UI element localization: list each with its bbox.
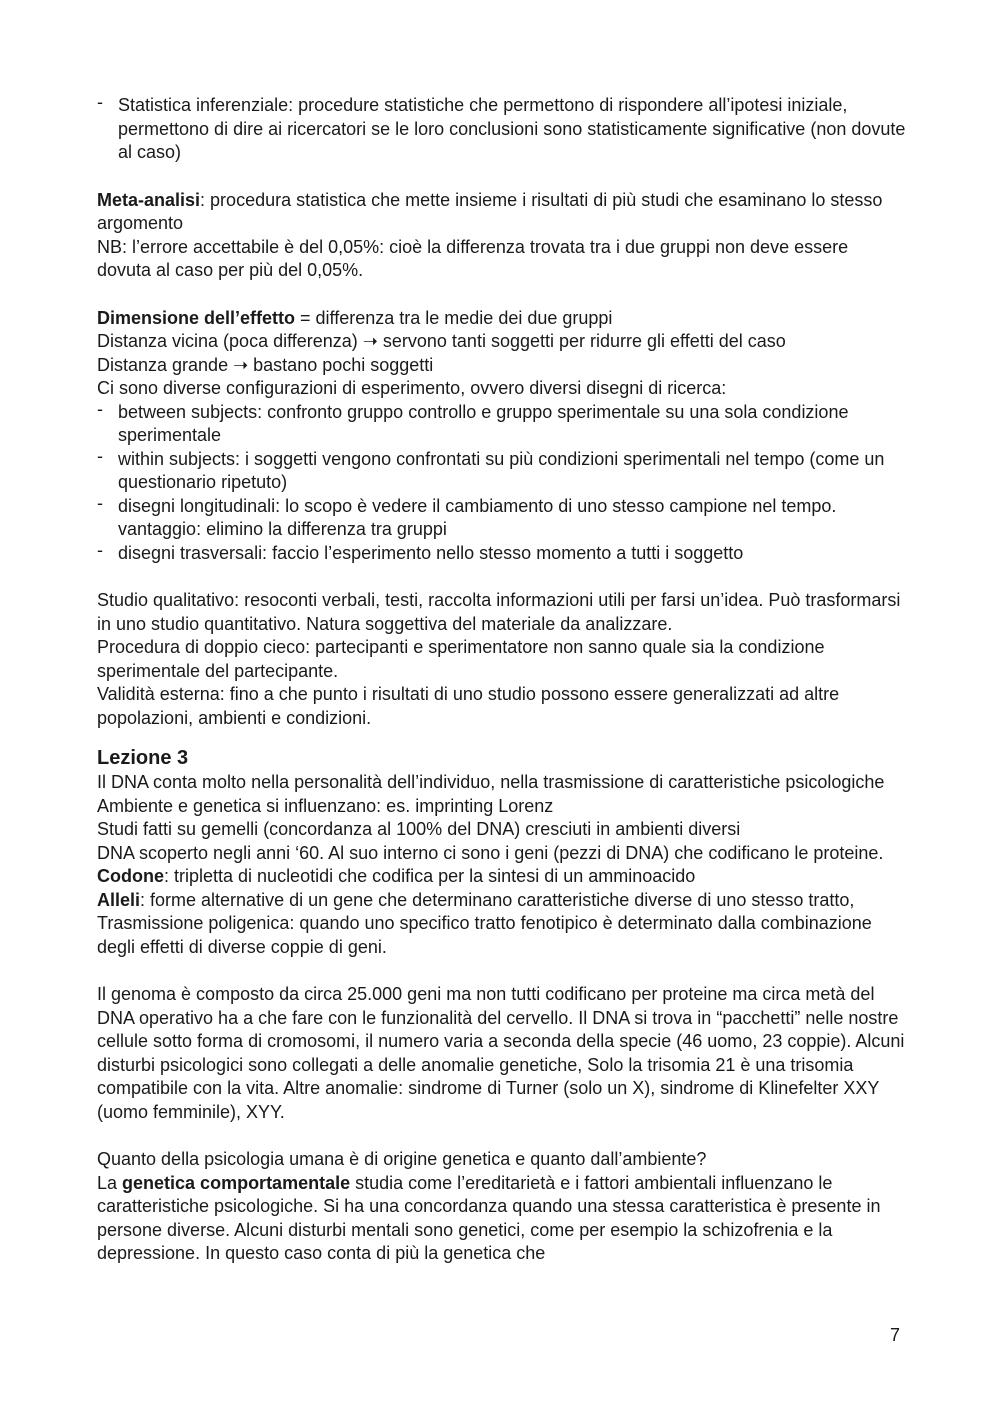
genome-paragraph: Il genoma è composto da circa 25.000 geni ma non tutti codificano per proteine ma circa metà del DNA operativo ha a che fare con le funzionalità del cervello. Il DNA si trova in “pacchetti” nelle nostre cellule sotto forma di cromosomi, il numero varia a seconda della specie (46 uomo, 23 coppie). Alcuni disturbi psicologici sono collegati a delle anomalie genetiche, Solo la trisomia 21 è una trisomia compatibile con la vita. Altre anomalie: sindrome di Turner (solo un X), sindrome di Klinefelter XXY (uomo femminile), XYY. [97,984,905,1122]
list-item: - Statistica inferenziale: procedure statistiche che permettono di rispondere all’ipotesi iniziale, permettono di dire ai ricercatori se le loro conclusioni sono statisticamente significative (non dovute al caso) [97,92,906,162]
alleles-definition: Alleli: forme alternative di un gene che determinano caratteristiche diverse di uno stesso tratto, Trasmissione poligenica: quando uno specifico tratto fenotipico è determinato dalla combinazione degli effetti di diverse coppie di geni. [97,889,872,957]
twins-line: Studi fatti su gemelli (concordanza al 100% del DNA) cresciuti in ambienti diversi [97,819,741,839]
list-item: - disegni trasversali: faccio l’esperimento nello stesso momento a tutti i soggetto [97,539,744,563]
near-distance-line: Distanza vicina (poca differenza) ➝ servono tanti soggetti per ridurre gli effetti del caso [97,331,786,351]
document-page [97,94,907,1266]
effect-size-definition: Dimensione dell’effetto = differenza tra le medie dei due gruppi [97,307,613,328]
behavioral-genetics-paragraph: La genetica comportamentale studia come l’ereditarietà e i fattori ambientali influenzano le caratteristiche psicologiche. Si ha una concordanza quando una stessa caratteristica è presente in persone diverse. Alcuni disturbi mentali sono genetici, come per esempio la schizofrenia e la depressione. In questo caso conta di più la genetica che [97,1172,881,1263]
dash-bullet: - [97,92,103,112]
dna-discovery: DNA scoperto negli anni ‘60. Al suo interno ci sono i geni (pezzi di DNA) che codificano le proteine. [97,842,884,863]
external-validity: Validità esterna: fino a che punto i risultati di uno studio possono essere generalizzati ad altre popolazioni, ambienti e condizioni. [97,684,840,728]
question-line: Quanto della psicologia umana è di origine genetica e quanto dall’ambiente? [97,1149,707,1169]
page-number: 7 [890,1325,901,1345]
list-item: - within subjects: i soggetti vengono confrontati su più condizioni sperimentali nel tempo (come un questionario ripetuto) [97,445,885,492]
list-item: - between subjects: confronto gruppo controllo e gruppo sperimentale su una sola condizione sperimentale [97,398,849,445]
list-item: - disegni longitudinali: lo scopo è vedere il cambiamento di uno stesso campione nel tempo. vantaggio: elimino la differenza tra gruppi [97,492,837,539]
meta-analysis-definition: Meta-analisi: procedura statistica che mette insieme i risultati di più studi che esaminano lo stesso argomento [97,189,883,233]
section-heading: Lezione 3 [97,747,189,769]
dna-paragraph: Il DNA conta molto nella personalità dell’individuo, nella trasmissione di caratteristiche psicologiche Ambiente e genetica si influenzano: es. imprinting Lorenz [97,772,885,816]
double-blind: Procedura di doppio cieco: partecipanti e sperimentatore non sanno quale sia la condizione sperimentale del partecipante. [97,637,825,681]
configurations-intro: Ci sono diverse configurazioni di esperimento, ovvero diversi disegni di ricerca: [97,378,727,398]
far-distance-line: Distanza grande ➝ bastano pochi soggetti [97,354,434,375]
nb-note: NB: l’errore accettabile è del 0,05%: cioè la differenza trovata tra i due gruppi non deve essere dovuta al caso per più del 0,05%. [97,236,849,280]
codon-definition: Codone: tripletta di nucleotidi che codifica per la sintesi di un amminoacido [97,866,696,886]
qualitative-study: Studio qualitativo: resoconti verbali, testi, raccolta informazioni utili per farsi un’idea. Può trasformarsi in uno studio quantitativo. Natura soggettiva del materiale da analizzare. [97,590,901,634]
